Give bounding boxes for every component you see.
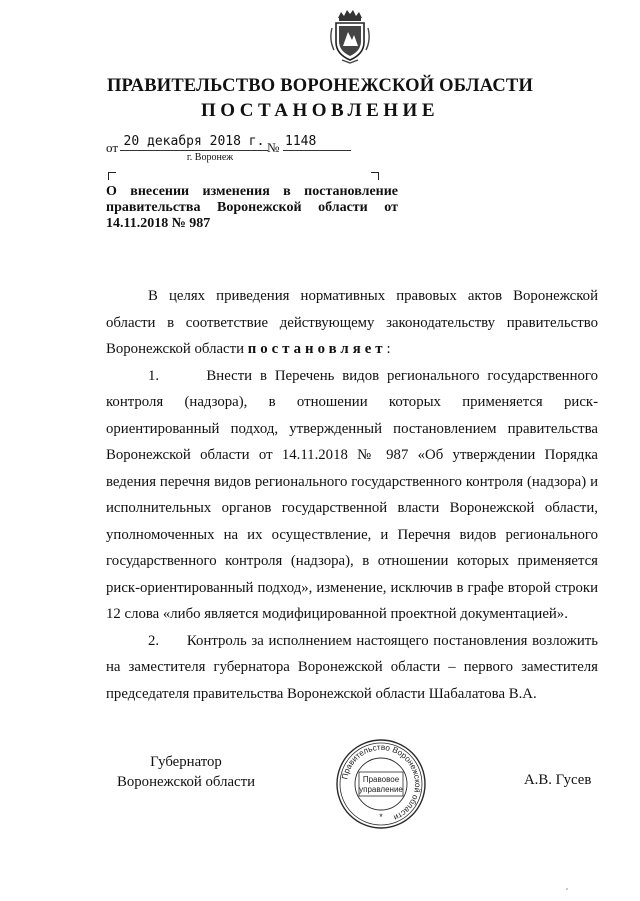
preamble-end: : bbox=[386, 341, 391, 357]
seal-center-line-2: управление bbox=[359, 785, 403, 794]
scan-speck bbox=[566, 888, 568, 890]
item-2-paragraph: 2. Контроль за исполнением настоящего постановления возложить на заместителя губернатора Воронежской области – первого заместителя председателя правительства Воронежской области Шабалатова В.А. bbox=[106, 632, 602, 702]
signatory-name: А.В. Гусев bbox=[524, 772, 592, 788]
document-city: г. Воронеж bbox=[186, 152, 234, 163]
subject-bracket-right bbox=[371, 172, 379, 180]
seal-center-line-1: Правовое bbox=[362, 775, 400, 784]
government-title: ПРАВИТЕЛЬСТВО ВОРОНЕЖСКОЙ ОБЛАСТИ bbox=[106, 76, 534, 96]
document-type: ПОСТАНОВЛЕНИЕ bbox=[200, 100, 440, 121]
document-body bbox=[106, 283, 602, 707]
document-number: 1148 bbox=[283, 134, 351, 151]
signatory-title bbox=[106, 752, 266, 792]
document-date: 20 декабря 2018 г. bbox=[120, 134, 268, 151]
document-subject: О внесении изменения в постановление правительства Воронежской области от 14.11.2018 № 987 bbox=[106, 184, 398, 231]
seal-ring-text: Правительство Воронежской области bbox=[340, 742, 423, 823]
preamble-paragraph bbox=[106, 283, 598, 363]
number-label: № bbox=[267, 140, 280, 155]
date-prefix: от bbox=[106, 140, 119, 155]
subject-bracket-left bbox=[108, 172, 116, 180]
item-1-paragraph: 1. Внести в Перечень видов регионального государственного контроля (надзора), в отношении которых применяется риск-ориентированный подход, утвержденный постановлением правительства Воронежской области от 14.11.2018 № 987 «Об утверждении Порядка ведения перечня видов регионального государственного контроля (надзора) и исполнительных органов государственной власти Воронежской области, уполномоченных на их осуществление, и Перечня видов регионального государственного контроля (надзора), в отношении которых применяется риск-ориентированный подход», изменение, исключив в графе второй строки 12 слова «либо является модифицированной проектной документацией». bbox=[106, 367, 602, 622]
official-seal-icon bbox=[335, 738, 427, 830]
coat-of-arms-icon bbox=[328, 8, 372, 64]
signatory-title-line-1: Губернатор bbox=[150, 754, 222, 770]
seal-star: * bbox=[379, 812, 383, 822]
preamble-verb: постановляет bbox=[247, 341, 387, 357]
preamble-text: В целях приведения нормативных правовых актов Воронежской области в соответствие действующему законодательству правительство Воронежской области bbox=[106, 288, 598, 357]
signatory-title-line-2: Воронежской области bbox=[117, 774, 255, 790]
